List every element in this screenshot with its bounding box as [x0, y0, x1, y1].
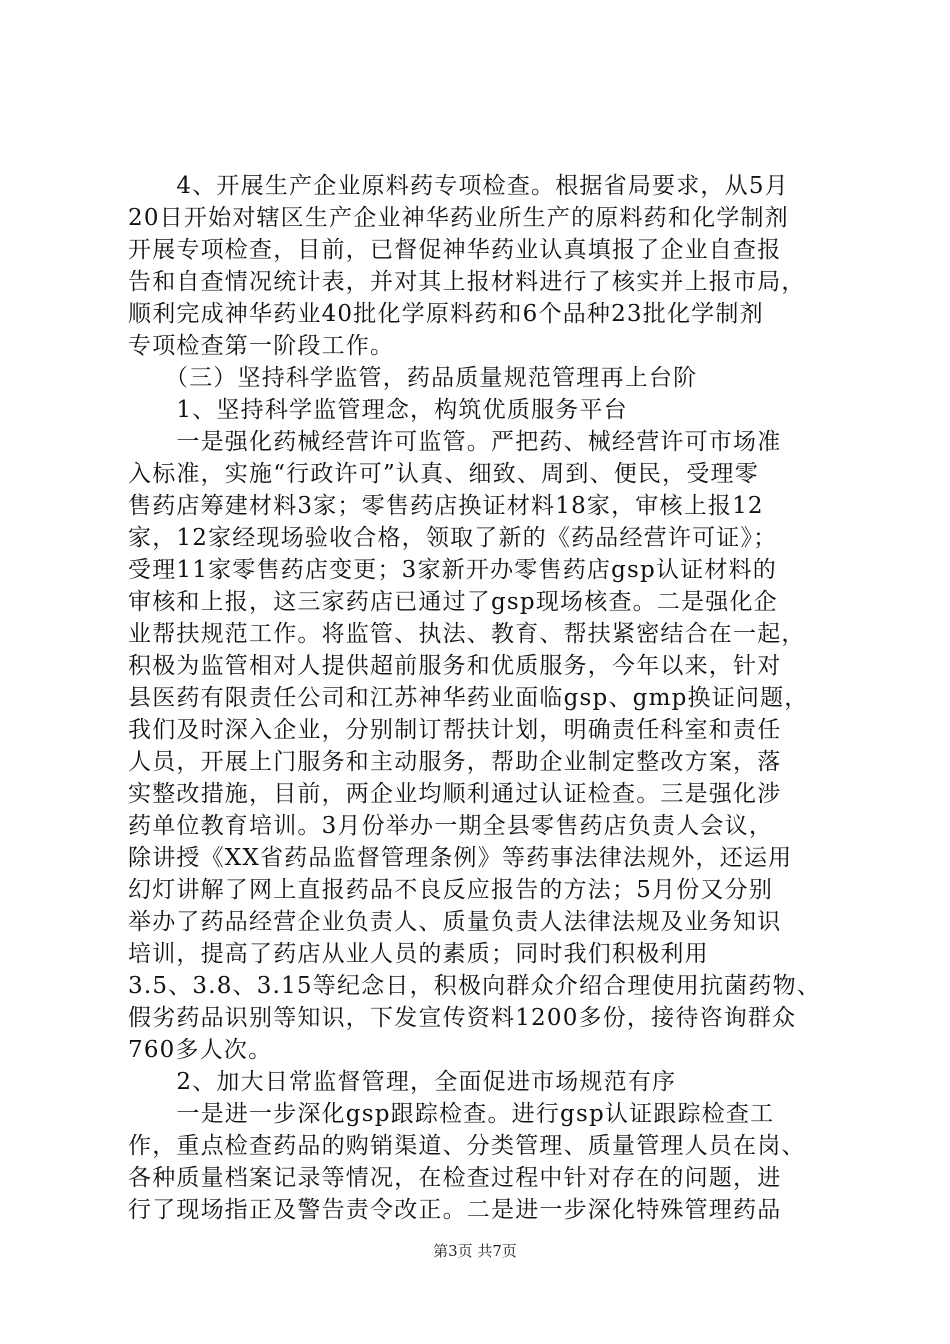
- text-line: 县医药有限责任公司和江苏神华药业面临gsp、gmp换证问题，: [128, 685, 809, 711]
- text-line: 举办了药品经营企业负责人、质量负责人法律法规及业务知识: [128, 909, 782, 935]
- text-line: 20日开始对辖区生产企业神华药业所生产的原料药和化学制剂: [128, 205, 789, 231]
- text-line: 告和自查情况统计表，并对其上报材料进行了核实并上报市局，: [128, 269, 806, 295]
- text-line: 760多人次。: [128, 1037, 273, 1063]
- text-line: 家，12家经现场验收合格，领取了新的《药品经营许可证》；: [128, 525, 778, 551]
- text-line: 假劣药品识别等知识，下发宣传资料1200多份，接待咨询群众: [128, 1005, 797, 1031]
- text-line: 药单位教育培训。3月份举办一期全县零售药店负责人会议，: [128, 813, 774, 839]
- text-line: 2、加大日常监督管理，全面促进市场规范有序: [128, 1069, 677, 1095]
- text-line: 一是进一步深化gsp跟踪检查。进行gsp认证跟踪检查工: [128, 1101, 775, 1127]
- text-line: 人员，开展上门服务和主动服务，帮助企业制定整改方案，落: [128, 749, 782, 775]
- document-body: [128, 170, 828, 1226]
- text-line: 作，重点检查药品的购销渠道、分类管理、质量管理人员在岗、: [128, 1133, 806, 1159]
- text-line: 3.5、3.8、3.15等纪念日，积极向群众介绍合理使用抗菌药物、: [128, 973, 821, 999]
- text-line: 行了现场指正及警告责令改正。二是进一步深化特殊管理药品: [128, 1197, 782, 1223]
- text-line: （三）坚持科学监管，药品质量规范管理再上台阶: [128, 365, 698, 391]
- text-line: 除讲授《XX省药品监督管理条例》等药事法律法规外，还运用: [128, 845, 793, 871]
- text-line: 1、坚持科学监管理念，构筑优质服务平台: [128, 397, 628, 423]
- text-line: 售药店筹建材料3家；零售药店换证材料18家，审核上报12: [128, 493, 764, 519]
- text-line: 积极为监管相对人提供超前服务和优质服务，今年以来，针对: [128, 653, 782, 679]
- text-line: 审核和上报，这三家药店已通过了gsp现场核查。二是强化企: [128, 589, 778, 615]
- text-line: 顺利完成神华药业40批化学原料药和6个品种23批化学制剂: [128, 301, 764, 327]
- text-line: 各种质量档案记录等情况，在检查过程中针对存在的问题，进: [128, 1165, 782, 1191]
- text-line: 业帮扶规范工作。将监管、执法、教育、帮扶紧密结合在一起，: [128, 621, 806, 647]
- text-line: 我们及时深入企业，分别制订帮扶计划，明确责任科室和责任: [128, 717, 782, 743]
- text-line: 幻灯讲解了网上直报药品不良反应报告的方法；5月份又分别: [128, 877, 774, 903]
- text-line: 专项检查第一阶段工作。: [128, 333, 395, 359]
- text-line: 受理11家零售药店变更；3家新开办零售药店gsp认证材料的: [128, 557, 777, 583]
- text-line: 培训，提高了药店从业人员的素质；同时我们积极利用: [128, 941, 709, 967]
- text-line: 入标准，实施“行政许可”认真、细致、周到、便民，受理零: [128, 461, 759, 487]
- text-line: 实整改措施，目前，两企业均顺利通过认证检查。三是强化涉: [128, 781, 782, 807]
- page-footer: 第3页 共7页: [433, 1242, 517, 1260]
- text-line: 开展专项检查，目前，已督促神华药业认真填报了企业自查报: [128, 237, 782, 263]
- text-line: 一是强化药械经营许可监管。严把药、械经营许可市场准: [128, 429, 782, 455]
- text-line: 4、开展生产企业原料药专项检查。根据省局要求，从5月: [128, 173, 789, 199]
